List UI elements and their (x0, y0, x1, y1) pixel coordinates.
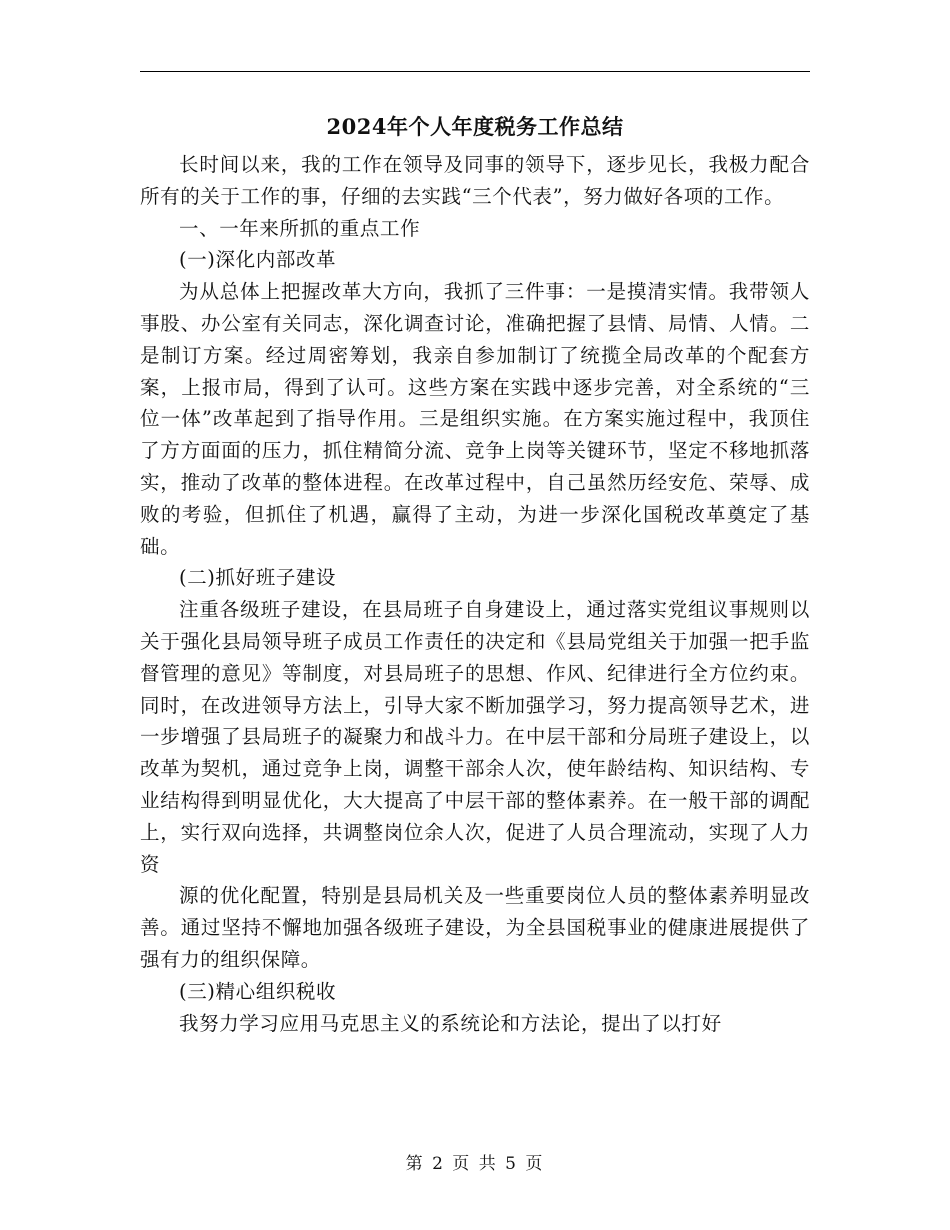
team-paragraph: 注重各级班子建设，在县局班子自身建设上，通过落实党组议事规则以关于强化县局领导班子成员工作责任的决定和《县局党组关于加强一把手监督管理的意见》等制度，对县局班子的思想、作风、纪律进行全方位约束。同时，在改进领导方法上，引导大家不断加强学习，努力提高领导艺术，进一步增强了县局班子的凝聚力和战斗力。在中层干部和分局班子建设上，以改革为契机，通过竞争上岗，调整干部余人次，使年龄结构、知识结构、专业结构得到明显优化，大大提高了中层干部的整体素养。在一般干部的调配上，实行双向选择，共调整岗位余人次，促进了人员合理流动，实现了人力资 (140, 598, 810, 876)
reform-paragraph: 为从总体上把握改革大方向，我抓了三件事：一是摸清实情。我带领人事股、办公室有关同志，深化调查讨论，准确把握了县情、局情、人情。二是制订方案。经过周密筹划，我亲自参加制订了统揽全局改革的个配套方案，上报市局，得到了认可。这些方案在实践中逐步完善，对全系统的“三位一体”改革起到了指导作用。三是组织实施。在方案实施过程中，我顶住了方方面面的压力，抓住精简分流、竞争上岗等关键环节，坚定不移地抓落实，推动了改革的整体进程。在改革过程中，自己虽然历经安危、荣辱、成败的考验，但抓住了机遇，赢得了主动，为进一步深化国税改革奠定了基础。 (140, 280, 810, 558)
subsection-heading-reform: (一)深化内部改革 (179, 248, 337, 272)
header-rule (140, 71, 810, 72)
tax-paragraph: 我努力学习应用马克思主义的系统论和方法论，提出了以打好 (179, 1011, 722, 1035)
page-number: 第 2 页 共 5 页 (405, 1154, 545, 1174)
document-title: 2024年个人年度税务工作总结 (326, 114, 624, 139)
team-paragraph-continued: 源的优化配置，特别是县局机关及一些重要岗位人员的整体素养明显改善。通过坚持不懈地加强各级班子建设，为全县国税事业的健康进展提供了强有力的组织保障。 (140, 884, 810, 971)
document-body (140, 149, 810, 1039)
intro-paragraph: 长时间以来，我的工作在领导及同事的领导下，逐步见长，我极力配合所有的关于工作的事，仔细的去实践“三个代表”，努力做好各项的工作。 (140, 153, 810, 208)
section-heading-key-work: 一、一年来所抓的重点工作 (179, 216, 421, 240)
subsection-heading-team: (二)抓好班子建设 (179, 566, 337, 590)
subsection-heading-tax: (三)精心组织税收 (179, 979, 337, 1003)
